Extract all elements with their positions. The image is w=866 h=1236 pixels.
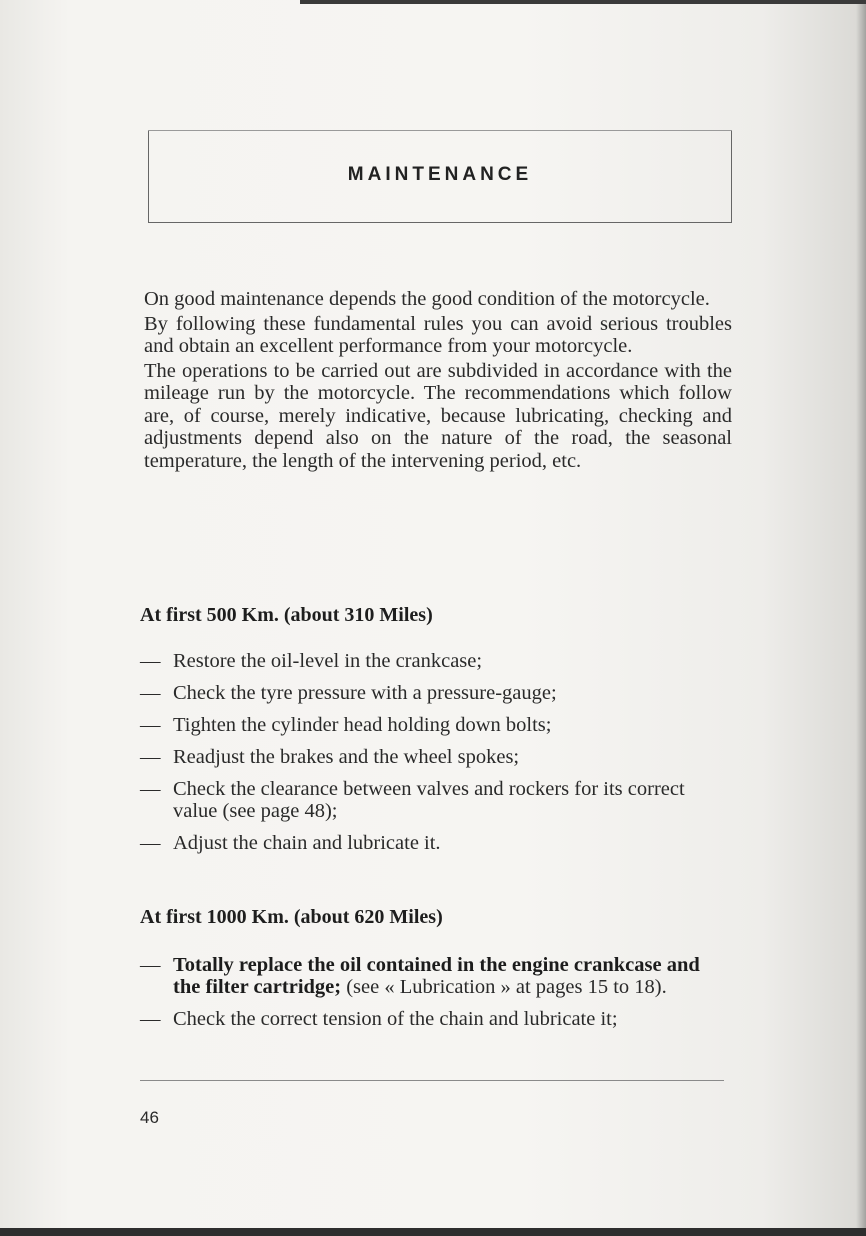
list-item-text: Tighten the cylinder head holding down bolts; <box>173 714 552 736</box>
dash-bullet: — <box>140 832 161 854</box>
list-item-text: Check the correct tension of the chain and lubricate it; <box>173 1008 618 1030</box>
list-item-text: Adjust the chain and lubricate it. <box>173 832 441 854</box>
checklist-1000km <box>140 954 730 1040</box>
list-item-text: Check the tyre pressure with a pressure-gauge; <box>173 682 557 704</box>
list-item <box>140 714 730 736</box>
checklist-500km <box>140 650 730 864</box>
page-number: 46 <box>140 1108 159 1127</box>
intro-paragraph: By following these fundamental rules you can avoid serious troubles and obtain an excellent performance from your motorcycle. <box>144 312 732 357</box>
dash-bullet: — <box>140 746 161 768</box>
list-item-bold-text: Totally replace the oil contained in the engine crankcase and the filter cartridge; <box>173 954 700 998</box>
list-item-text: Readjust the brakes and the wheel spokes; <box>173 746 520 768</box>
list-item <box>140 746 730 768</box>
dash-bullet: — <box>140 650 161 672</box>
list-item <box>140 778 730 822</box>
intro-paragraph: The operations to be carried out are subdivided in accordance with the mileage run by the motorcycle. The recommendations which follow are, of course, merely indicative, because lubricating, checking and adjustments depend also on the nature of the road, the seasonal temperature, the length of the intervening period, etc. <box>144 359 732 472</box>
page-title: MAINTENANCE <box>347 164 533 185</box>
title-box <box>148 130 732 223</box>
dash-bullet: — <box>140 954 161 976</box>
list-item-text: Restore the oil-level in the crankcase; <box>173 650 483 672</box>
dash-bullet: — <box>140 778 161 800</box>
page-bottom-edge <box>0 1228 866 1236</box>
dash-bullet: — <box>140 682 161 704</box>
list-item <box>140 650 730 672</box>
list-item <box>140 1008 730 1030</box>
list-item <box>140 682 730 704</box>
intro-paragraph: On good maintenance depends the good condition of the motorcycle. <box>144 288 710 310</box>
list-item-text: Check the clearance between valves and rockers for its correct value (see page 48); <box>173 778 685 822</box>
page-top-edge <box>300 0 866 4</box>
list-item-text: (see « Lubrication » at pages 15 to 18). <box>341 976 667 998</box>
intro-text <box>144 288 732 474</box>
dash-bullet: — <box>140 1008 161 1030</box>
section-heading-500km: At first 500 Km. (about 310 Miles) <box>140 604 433 626</box>
page-right-edge-shadow <box>856 0 866 1236</box>
section-heading-1000km: At first 1000 Km. (about 620 Miles) <box>140 906 443 928</box>
footer-rule <box>140 1080 724 1081</box>
list-item <box>140 954 730 998</box>
list-item <box>140 832 730 854</box>
dash-bullet: — <box>140 714 161 736</box>
